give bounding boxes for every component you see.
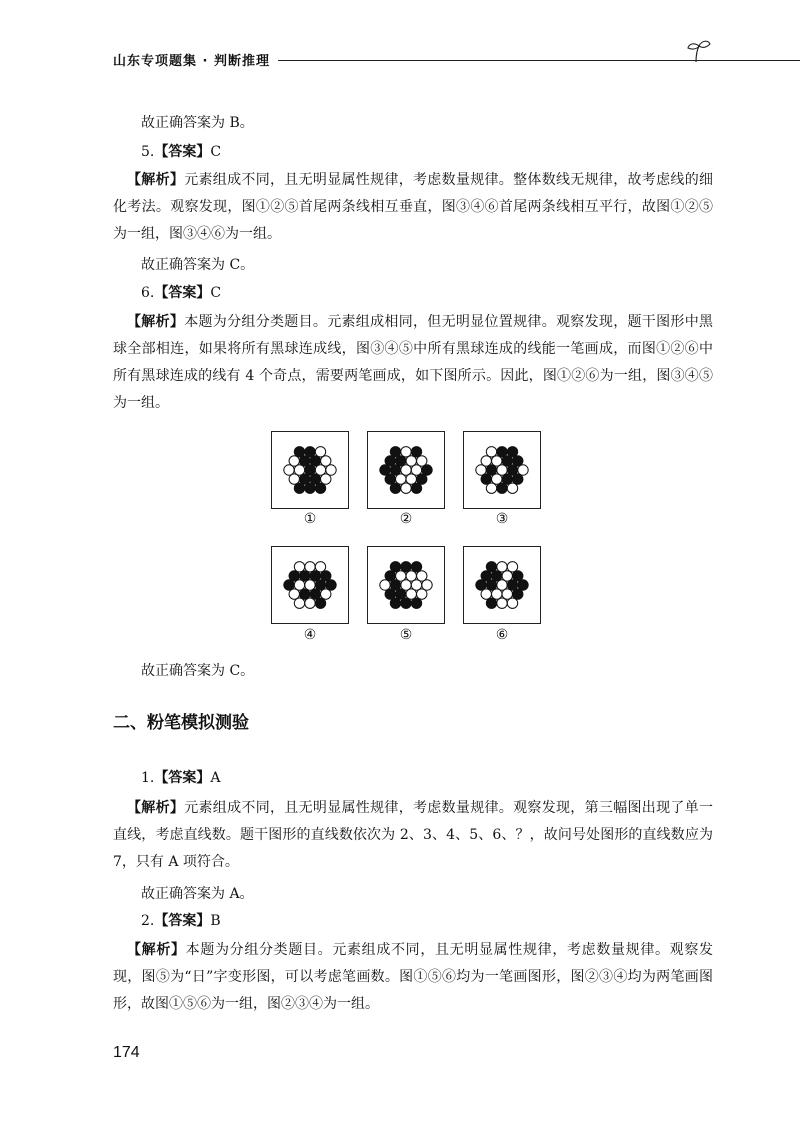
answer-line: [141, 911, 221, 931]
figure-panel-6: [463, 546, 541, 624]
black-ball: [401, 598, 411, 608]
header-rule: [278, 60, 800, 61]
answer-number: 6.: [141, 285, 155, 301]
answer-value: C: [210, 285, 222, 301]
white-ball: [401, 483, 411, 493]
black-ball: [315, 598, 325, 608]
figure-panel-2: [367, 431, 445, 509]
answer-tag: 【答案】: [154, 913, 211, 929]
header-title: 山东专项题集 · 判断推理: [113, 54, 270, 69]
conclusion-text: 故正确答案为 C。: [141, 257, 255, 273]
figure-panel-5: [367, 546, 445, 624]
figure-label: ⑥: [495, 627, 509, 643]
figure-label: ④: [303, 627, 317, 643]
analysis-paragraph: [113, 795, 713, 876]
section-heading: 二、粉笔模拟测验: [113, 713, 249, 733]
white-ball: [294, 598, 304, 608]
ball-pattern: [272, 547, 348, 623]
analysis-text: 本题为分组分类题目。元素组成不同，且无明显属性规律，考虑数量规律。观察发现，图⑤为“日”字变形图，可以考虑笔画数。图①⑤⑥均为一笔画图形，图②③④均为两笔画图形，故图①⑤⑥为一组，图②③④为一组。: [113, 942, 714, 1012]
answer-tag: 【答案】: [154, 770, 211, 786]
ball-pattern: [368, 432, 444, 508]
conclusion-text: 故正确答案为 A。: [141, 886, 254, 902]
analysis-tag: 【解析】: [127, 172, 185, 188]
black-ball: [305, 483, 315, 493]
white-ball: [507, 598, 517, 608]
analysis-text: 元素组成不同，且无明显属性规律，考虑数量规律。观察发现，第三幅图出现了单一直线，考虑直线数。题干图形的直线数依次为 2、3、4、5、6、？，故问号处图形的直线数应为 7，只有 A 项符合。: [113, 800, 714, 870]
figure-panel-4: [271, 546, 349, 624]
answer-line: [141, 768, 220, 788]
analysis-paragraph: [113, 167, 713, 248]
figure-label: ⑤: [399, 627, 413, 643]
analysis-tag: 【解析】: [127, 800, 185, 816]
black-ball: [411, 483, 421, 493]
black-ball: [390, 483, 400, 493]
analysis-paragraph: [113, 937, 713, 1018]
white-ball: [305, 598, 315, 608]
analysis-text: 元素组成不同，且无明显属性规律，考虑数量规律。整体数线无规律，故考虑线的细化考法。观察发现，图①②⑤首尾两条线相互垂直，图③④⑥首尾两条线相互平行，故图①②⑤为一组，图③④⑥为一组。: [113, 172, 714, 242]
white-ball: [486, 483, 496, 493]
answer-tag: 【答案】: [154, 285, 211, 301]
ball-pattern: [464, 432, 540, 508]
black-ball: [486, 598, 496, 608]
white-ball: [507, 483, 517, 493]
answer-line: [141, 142, 221, 162]
analysis-paragraph: [113, 309, 713, 417]
answer-number: 2.: [141, 913, 155, 929]
black-ball: [411, 598, 421, 608]
answer-number: 1.: [141, 770, 155, 786]
black-ball: [294, 483, 304, 493]
figure-panel-1: [271, 431, 349, 509]
answer-value: C: [210, 144, 222, 160]
answer-value: B: [210, 913, 221, 929]
answer-value: A: [210, 770, 221, 786]
ball-pattern: [272, 432, 348, 508]
sprout-icon: [684, 36, 714, 66]
answer-number: 5.: [141, 144, 155, 160]
black-ball: [497, 483, 507, 493]
page-number: 174: [113, 1044, 140, 1061]
analysis-tag: 【解析】: [127, 942, 186, 958]
figure-label: ②: [399, 511, 413, 527]
conclusion-text: 故正确答案为 C。: [141, 663, 255, 679]
conclusion-text: 故正确答案为 B。: [141, 115, 254, 131]
white-ball: [497, 598, 507, 608]
black-ball: [390, 598, 400, 608]
black-ball: [315, 483, 325, 493]
ball-pattern: [368, 547, 444, 623]
figure-label: ①: [303, 511, 317, 527]
figure-label: ③: [495, 511, 509, 527]
answer-line: [141, 283, 221, 303]
ball-pattern: [464, 547, 540, 623]
answer-tag: 【答案】: [154, 144, 211, 160]
analysis-tag: 【解析】: [127, 314, 185, 330]
analysis-text: 本题为分组分类题目。元素组成相同，但无明显位置规律。观察发现，题干图形中黑球全部相连，如果将所有黑球连成线，图③④⑤中所有黑球连成的线能一笔画成，而图①②⑥中所有黑球连成的线有 4 个奇点，需要两笔画成，如下图所示。因此，图①②⑥为一组，图③④⑤为一组。: [113, 314, 714, 411]
running-header: [113, 46, 713, 76]
figure-panel-3: [463, 431, 541, 509]
